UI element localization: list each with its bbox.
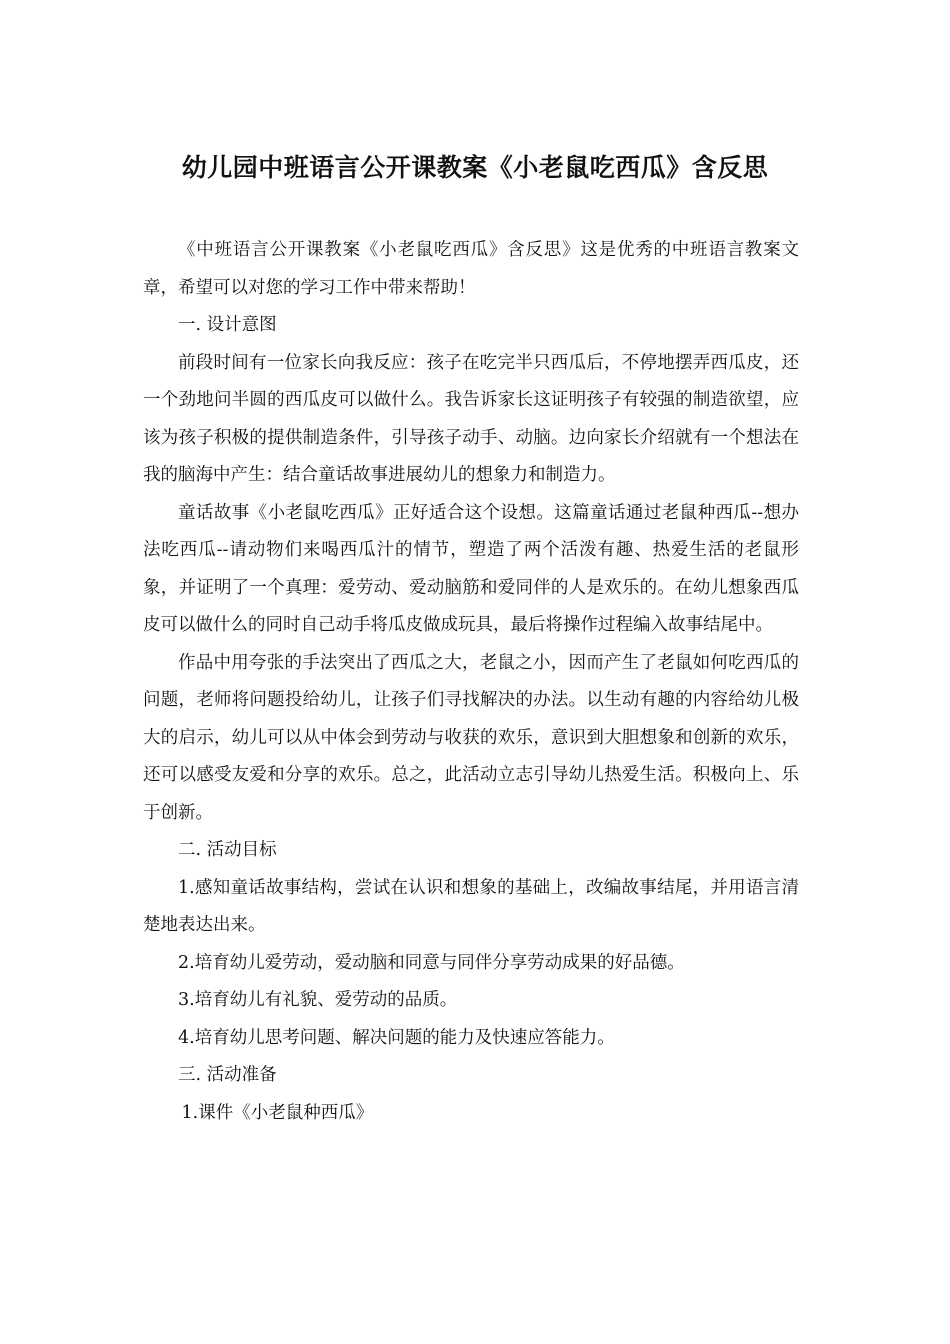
document-title: 幼儿园中班语言公开课教案《小老鼠吃西瓜》含反思 [181,153,769,182]
body-paragraph: 作品中用夸张的手法突出了西瓜之大，老鼠之小，因而产生了老鼠如何吃西瓜的问题，老师将问题投给幼儿，让孩子们寻找解决的办法。以生动有趣的内容给幼儿极大的启示，幼儿可以从中体会到劳动与收获的欢乐，意识到大胆想象和创新的欢乐，还可以感受友爱和分享的欢乐。总之，此活动立志引导幼儿热爱生活。积极向上、乐于创新。 [143,652,799,823]
goal-item-3: 3.培育幼儿有礼貌、爱劳动的品质。 [178,990,458,1010]
intro-paragraph: 《中班语言公开课教案《小老鼠吃西瓜》含反思》这是优秀的中班语言教案文章，希望可以对您的学习工作中带来帮助！ [143,240,799,298]
goal-item-4: 4.培育幼儿思考问题、解决问题的能力及快速应答能力。 [178,1027,615,1048]
preparation-item-1: 1.课件《小老鼠种西瓜》 [181,1102,374,1123]
body-paragraph: 前段时间有一位家长向我反应：孩子在吃完半只西瓜后，不停地摆弄西瓜皮，还一个劲地问半圆的西瓜皮可以做什么。我告诉家长这证明孩子有较强的制造欲望，应该为孩子积极的提供制造条件，引导孩子动手、动脑。边向家长介绍就有一个想法在我的脑海中产生：结合童话故事进展幼儿的想象力和制造力。 [143,352,799,485]
document-body [143,232,799,1132]
body-paragraph: 童话故事《小老鼠吃西瓜》正好适合这个设想。这篇童话通过老鼠种西瓜--想办法吃西瓜--请动物们来喝西瓜汁的情节，塑造了两个活泼有趣、热爱生活的老鼠形象，并证明了一个真理：爱劳动、爱动脑筋和爱同伴的人是欢乐的。在幼儿想象西瓜皮可以做什么的同时自己动手将瓜皮做成玩具，最后将操作过程编入故事结尾中。 [143,502,799,635]
section-heading-goals: 二. 活动目标 [178,840,277,860]
section-heading-design-intent: 一. 设计意图 [178,315,277,335]
goal-item-2: 2.培育幼儿爱劳动，爱动脑和同意与同伴分享劳动成果的好品德。 [178,952,685,973]
section-heading-preparation: 三. 活动准备 [178,1065,277,1085]
goal-item-1: 1.感知童话故事结构，尝试在认识和想象的基础上，改编故事结尾，并用语言清楚地表达出来。 [143,877,799,935]
